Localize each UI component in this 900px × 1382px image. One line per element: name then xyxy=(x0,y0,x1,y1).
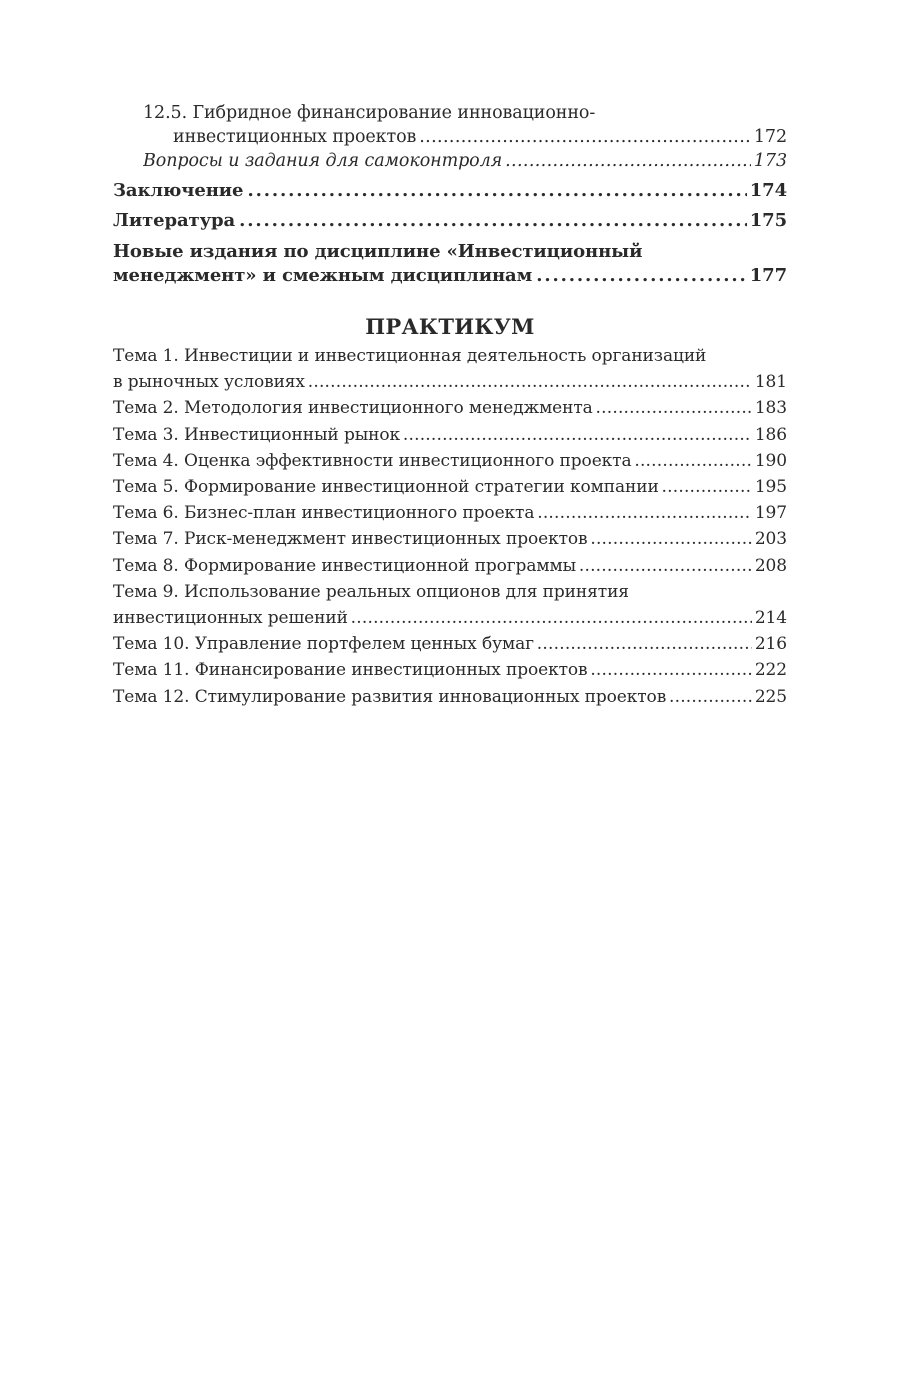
toc-entry-label: Тема 3. Инвестиционный рынок . . . xyxy=(113,422,752,448)
toc-entry-label: Литература . . . xyxy=(113,209,747,233)
toc-entry-label: Тема 8. Формирование инвестиционной программы . . . xyxy=(113,553,752,579)
toc-page-number: 173 xyxy=(753,151,787,171)
toc-entry-topic-6 xyxy=(113,500,787,526)
toc-practicum-section xyxy=(113,343,787,710)
toc-entry-topic-7 xyxy=(113,526,787,552)
toc-page-number: 208 xyxy=(754,555,787,576)
toc-entry-topic-2 xyxy=(113,395,787,421)
toc-entry-label: Тема 10. Управление портфелем ценных бумаг . . . xyxy=(113,631,752,657)
toc-entry-topic-1 xyxy=(113,369,787,395)
toc-page-number: 186 xyxy=(754,424,787,445)
toc-page-number: 183 xyxy=(754,398,787,419)
toc-entry-topic-9-title: Тема 9. Использование реальных опционов для принятия xyxy=(113,581,629,602)
toc-entry-topic-3 xyxy=(113,422,787,448)
toc-entry-label: Тема 5. Формирование инвестиционной стратегии компании . . . xyxy=(113,474,752,500)
toc-page-number: 177 xyxy=(749,265,787,286)
toc-entry-topic-8 xyxy=(113,553,787,579)
toc-entry-label: Тема 12. Стимулирование развития инновационных проектов . . . xyxy=(113,684,752,710)
toc-page-number: 225 xyxy=(754,686,787,707)
toc-entry-label: менеджмент» и смежным дисциплинам . . . xyxy=(113,264,747,288)
toc-page-number: 214 xyxy=(754,608,787,629)
toc-page-number: 190 xyxy=(754,450,787,471)
toc-page-number: 197 xyxy=(754,503,787,524)
toc-page-number: 203 xyxy=(754,529,787,550)
toc-entry-literature xyxy=(113,209,787,233)
toc-entry-label: инвестиционных проектов . . . xyxy=(173,125,751,149)
toc-entry-topic-11 xyxy=(113,657,787,683)
toc-entry-label: Заключение . . . xyxy=(113,179,747,203)
toc-page-number: 195 xyxy=(754,477,787,498)
toc-entry-label: Тема 6. Бизнес-план инвестиционного проекта . . . xyxy=(113,500,752,526)
toc-entry-topic-4 xyxy=(113,448,787,474)
toc-entry-topic-5 xyxy=(113,474,787,500)
toc-entry-label: инвестиционных решений . . . xyxy=(113,605,752,631)
toc-entry-new-editions-title: Новые издания по дисциплине «Инвестиционный xyxy=(113,241,643,262)
toc-entry-12-5-title: 12.5. Гибридное финансирование инновационно- xyxy=(143,103,596,123)
toc-entry-label: Тема 4. Оценка эффективности инвестиционного проекта . . . xyxy=(113,448,752,474)
toc-page-number: 181 xyxy=(754,372,787,393)
toc-entry-topic-12 xyxy=(113,684,787,710)
toc-entry-new-editions xyxy=(113,264,787,288)
toc-page-number: 222 xyxy=(754,660,787,681)
toc-entry-conclusion xyxy=(113,179,787,203)
toc-entry-topic-10 xyxy=(113,631,787,657)
toc-top-section xyxy=(113,101,787,288)
toc-entry-label: Вопросы и задания для самоконтроля . . . xyxy=(143,149,751,173)
toc-page-number: 174 xyxy=(749,180,787,201)
toc-entry-topic-9 xyxy=(113,605,787,631)
toc-page-number: 175 xyxy=(749,210,787,231)
toc-entry-12-5 xyxy=(113,125,787,149)
toc-entry-label: Тема 11. Финансирование инвестиционных проектов . . . xyxy=(113,657,752,683)
toc-page-number: 216 xyxy=(754,634,787,655)
toc-page-number: 172 xyxy=(753,127,787,147)
toc-entry-label: Тема 2. Методология инвестиционного менеджмента . . . xyxy=(113,395,752,421)
practicum-heading: ПРАКТИКУМ xyxy=(365,314,535,339)
toc-entry-questions xyxy=(113,149,787,173)
toc-entry-topic-1-title: Тема 1. Инвестиции и инвестиционная деятельность организаций xyxy=(113,346,707,366)
toc-entry-label: Тема 7. Риск-менеджмент инвестиционных проектов . . . xyxy=(113,526,752,552)
toc-entry-label: в рыночных условиях . . . xyxy=(113,369,752,395)
